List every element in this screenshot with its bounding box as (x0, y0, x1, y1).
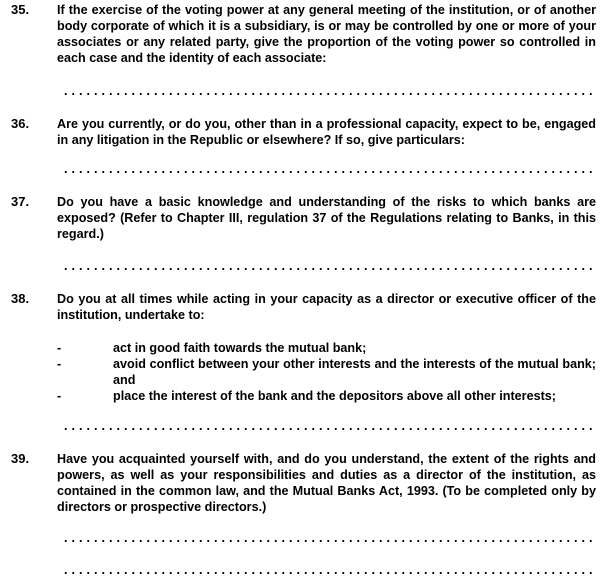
answer-line-39b[interactable] (62, 571, 592, 575)
bullet-text: place the interest of the bank and the depositors above all other interests; (113, 389, 556, 403)
answer-line-39a[interactable] (62, 539, 592, 543)
question-number: 37. (11, 194, 30, 209)
answer-line-38[interactable] (62, 427, 592, 431)
bullet-dash: - (57, 389, 62, 403)
answer-line-35[interactable] (62, 92, 592, 96)
bullet-dash: - (57, 341, 62, 355)
question-text: Have you acquainted yourself with, and do you understand, the extent of the rights and powers, as well as your responsibilities and duties as a director of the institution, as contained in the common law, and the Mutual Banks Act, 1993. (To be completed only by directors or prospective directors.) (57, 452, 596, 514)
bullet-text: avoid conflict between your other interests and the interests of the mutual bank; and (113, 357, 596, 387)
question-number: 39. (11, 451, 30, 466)
question-text: If the exercise of the voting power at any general meeting of the institution, or of another body corporate of which it is a subsidiary, is or may be controlled by one or more of your associates or any related party, give the proportion of the voting power so controlled in each case and the identity of each associate: (57, 3, 596, 65)
question-text: Do you at all times while acting in your capacity as a director or executive officer of the institution, undertake to: (57, 292, 596, 322)
answer-line-37[interactable] (62, 267, 592, 271)
answer-line-36[interactable] (62, 170, 592, 174)
bullet-text: act in good faith towards the mutual bank; (113, 341, 367, 355)
question-text: Are you currently, or do you, other than in a professional capacity, expect to be, engaged in any litigation in the Republic or elsewhere? If so, give particulars: (57, 117, 596, 147)
question-number: 35. (11, 2, 30, 17)
bullet-dash: - (57, 357, 62, 371)
question-number: 36. (11, 116, 30, 131)
question-text: Do you have a basic knowledge and understanding of the risks to which banks are exposed? (Refer to Chapter III, regulation 37 of the Regulations relating to Banks, in this regard.) (57, 195, 596, 241)
question-number: 38. (11, 291, 30, 306)
